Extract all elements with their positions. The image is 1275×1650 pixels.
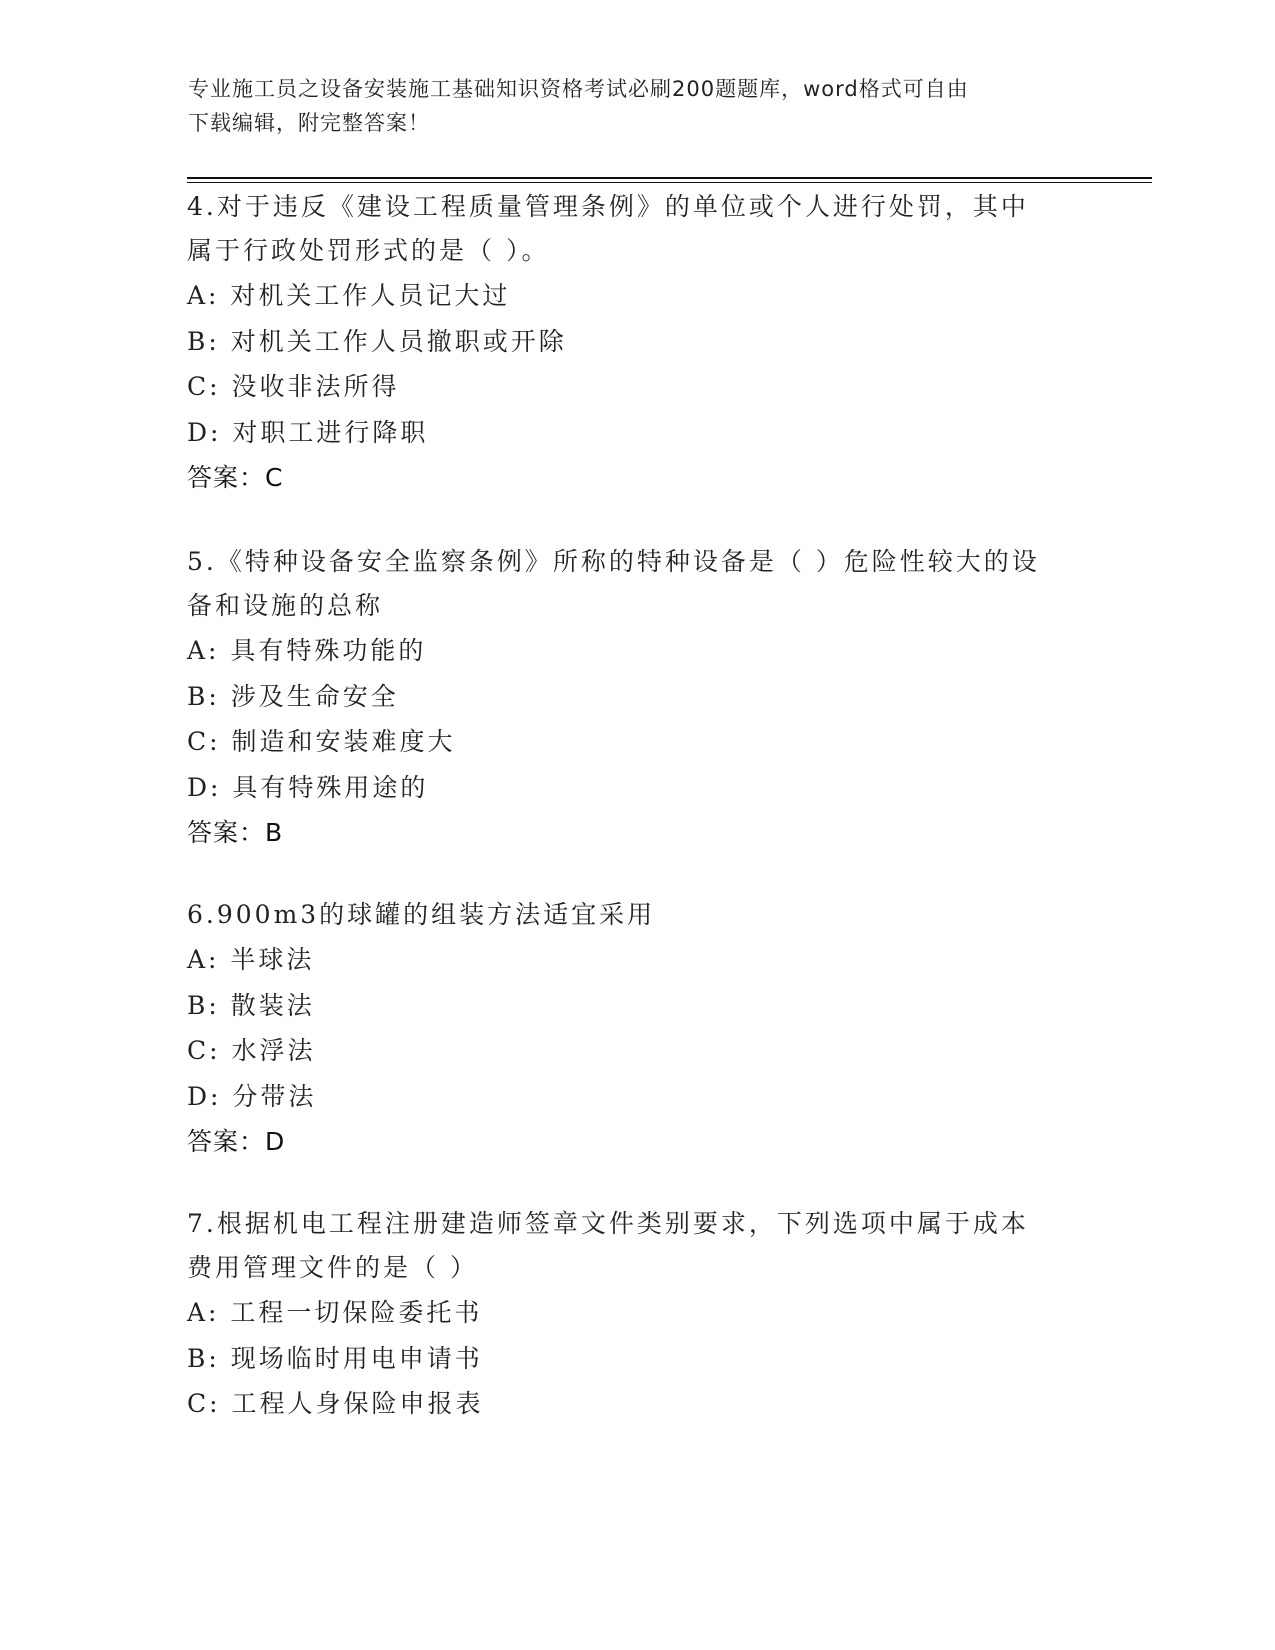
- option-b: B: 散装法: [187, 990, 315, 1020]
- option-a: A: 对机关工作人员记大过: [187, 281, 511, 310]
- question-stem-line: 费用管理文件的是（ ）: [187, 1253, 478, 1282]
- question-stem-line: 6.900m3的球罐的组装方法适宜采用: [187, 900, 656, 929]
- answer: 答案：B: [187, 818, 284, 847]
- option-d: D: 具有特殊用途的: [187, 772, 429, 802]
- header-divider: [187, 182, 1152, 183]
- answer: 答案：C: [187, 463, 284, 492]
- question-stem-line: 备和设施的总称: [187, 591, 384, 620]
- header-divider: [187, 177, 1152, 179]
- option-b: B: 对机关工作人员撤职或开除: [187, 326, 567, 356]
- option-a: A: 半球法: [187, 945, 315, 974]
- question-stem-line: 属于行政处罚形式的是（ ）。: [187, 236, 550, 265]
- question-stem-line: 4.对于违反《建设工程质量管理条例》的单位或个人进行处罚，其中: [187, 192, 1029, 221]
- option-b: B: 现场临时用电申请书: [187, 1343, 483, 1373]
- question-6: [187, 893, 1067, 1164]
- question-stem-line: 7.根据机电工程注册建造师签章文件类别要求，下列选项中属于成本: [187, 1209, 1029, 1238]
- option-a: A: 工程一切保险委托书: [187, 1298, 483, 1327]
- question-4: [187, 185, 1067, 500]
- question-5: [187, 540, 1067, 855]
- answer: 答案：D: [187, 1127, 286, 1156]
- header-line: 专业施工员之设备安装施工基础知识资格考试必刷200题题库，word格式可自由: [188, 77, 969, 101]
- option-c: C: 没收非法所得: [187, 372, 400, 401]
- question-7: [187, 1202, 1067, 1427]
- document-header: [188, 72, 1078, 140]
- option-b: B: 涉及生命安全: [187, 681, 399, 711]
- option-d: D: 分带法: [187, 1081, 317, 1111]
- header-line: 下载编辑，附完整答案！: [188, 111, 430, 135]
- option-c: C: 制造和安装难度大: [187, 727, 456, 756]
- option-c: C: 工程人身保险申报表: [187, 1389, 484, 1418]
- option-c: C: 水浮法: [187, 1036, 316, 1065]
- question-stem-line: 5.《特种设备安全监察条例》所称的特种设备是（ ）危险性较大的设: [187, 547, 1040, 576]
- option-a: A: 具有特殊功能的: [187, 636, 427, 665]
- option-d: D: 对职工进行降职: [187, 417, 429, 447]
